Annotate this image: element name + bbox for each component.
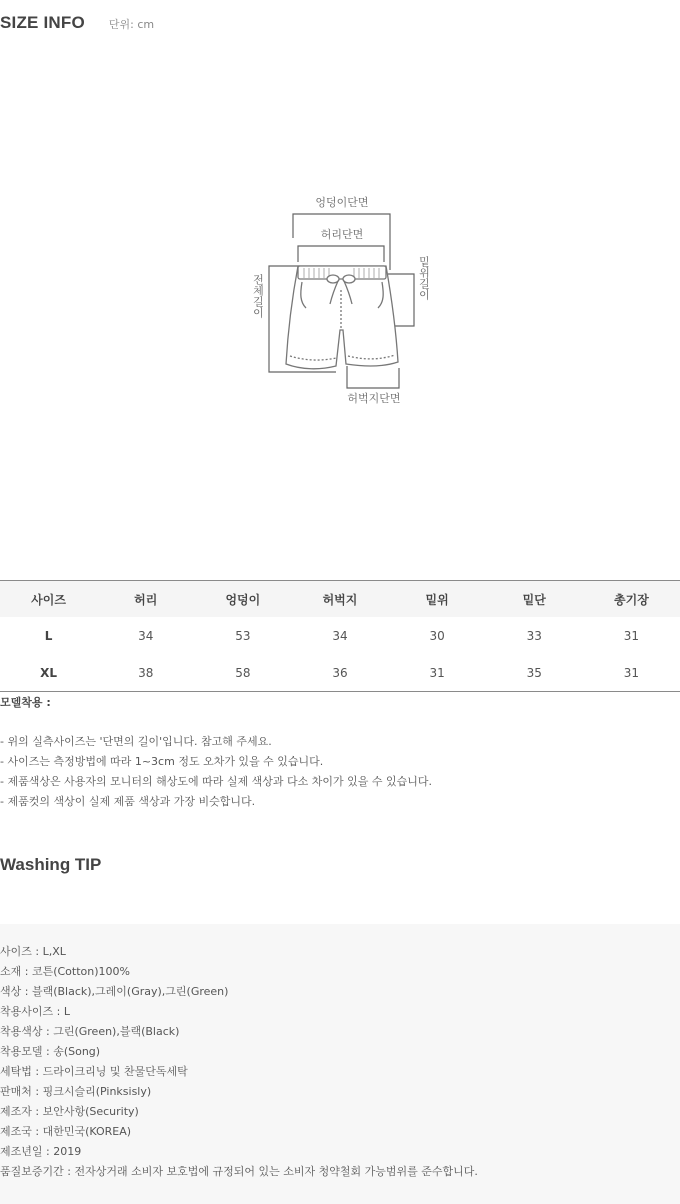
spec-worn-size: 착용사이즈 : L bbox=[0, 1005, 70, 1018]
spec-year: 제조년일 : 2019 bbox=[0, 1145, 82, 1158]
hip-cell: 53 bbox=[235, 628, 251, 643]
note-item: - 위의 실측사이즈는 '단면의 길이'입니다. 참고해 주세요. bbox=[0, 735, 272, 748]
waist-cell: 34 bbox=[138, 628, 154, 643]
product-spec-box bbox=[0, 924, 680, 1204]
size-cell: XL bbox=[40, 665, 58, 680]
header-thigh: 허벅지 bbox=[322, 592, 358, 607]
size-info-header bbox=[0, 13, 154, 37]
washing-tip-title: Washing TIP bbox=[0, 855, 102, 874]
size-table bbox=[0, 580, 680, 692]
total-length-cell: 31 bbox=[623, 628, 640, 643]
spec-seller: 판매처 : 핑크시슬리(Pinksisly) bbox=[0, 1085, 152, 1098]
header-rise: 밑위 bbox=[425, 592, 449, 607]
header-total-length: 총기장 bbox=[614, 592, 649, 607]
spec-list bbox=[0, 943, 478, 1183]
total-length-label: 전체길이 bbox=[251, 274, 265, 318]
rise-cell: 31 bbox=[429, 665, 445, 680]
spec-material: 소재 : 코튼(Cotton)100% bbox=[0, 965, 130, 978]
spec-model: 착용모델 : 송(Song) bbox=[0, 1045, 101, 1058]
rise-cell: 30 bbox=[429, 628, 445, 643]
hip-label: 엉덩이단면 bbox=[315, 196, 369, 209]
model-fit-label: 모델착용 : bbox=[0, 696, 51, 709]
thigh-bracket-line bbox=[347, 366, 399, 388]
spec-worn-color: 착용색상 : 그린(Green),블랙(Black) bbox=[0, 1025, 180, 1038]
shorts-diagram-svg bbox=[240, 190, 440, 410]
size-table-header-row bbox=[0, 581, 680, 618]
hem-cell: 33 bbox=[526, 628, 542, 643]
thigh-cell: 34 bbox=[332, 628, 348, 643]
unit-label: 단위: cm bbox=[108, 18, 155, 31]
thigh-cell: 36 bbox=[332, 665, 348, 680]
hip-cell: 58 bbox=[235, 665, 251, 680]
size-notes bbox=[0, 733, 432, 813]
shorts-icon bbox=[286, 266, 398, 369]
spec-warranty: 품질보증기간 : 전자상거래 소비자 보호법에 규정되어 있는 소비자 청약철회 가능범위를 준수합니다. bbox=[0, 1165, 478, 1178]
waist-cell: 38 bbox=[138, 665, 154, 680]
waist-label: 허리단면 bbox=[320, 228, 364, 241]
spec-size: 사이즈 : L,XL bbox=[0, 945, 66, 958]
spec-manufacturer: 제조자 : 보안사항(Security) bbox=[0, 1105, 139, 1118]
shorts-measurement-diagram bbox=[240, 190, 440, 410]
note-item: - 제품색상은 사용자의 모니터의 해상도에 따라 실제 색상과 다소 차이가 있을 수 있습니다. bbox=[0, 775, 432, 788]
spec-color: 색상 : 블랙(Black),그레이(Gray),그린(Green) bbox=[0, 985, 229, 998]
note-item: - 제품컷의 색상이 실제 제품 색상과 가장 비슷합니다. bbox=[0, 795, 256, 808]
note-item: - 사이즈는 측정방법에 따라 1~3cm 정도 오차가 있을 수 있습니다. bbox=[0, 755, 324, 768]
waist-bracket-line bbox=[298, 246, 384, 262]
spec-country: 제조국 : 대한민국(KOREA) bbox=[0, 1125, 132, 1138]
size-cell: L bbox=[44, 628, 53, 643]
header-waist: 허리 bbox=[134, 592, 158, 607]
page-title: SIZE INFO bbox=[0, 13, 85, 32]
hip-bracket-line bbox=[293, 214, 390, 270]
hem-cell: 35 bbox=[526, 665, 542, 680]
spec-washing: 세탁법 : 드라이크리닝 및 찬물단독세탁 bbox=[0, 1065, 188, 1078]
table-row bbox=[0, 617, 680, 654]
table-row bbox=[0, 654, 680, 692]
header-hem: 밑단 bbox=[522, 592, 546, 607]
rise-label: 밑위길이 bbox=[417, 256, 431, 300]
total-length-cell: 31 bbox=[623, 665, 640, 680]
thigh-label: 허벅지단면 bbox=[347, 392, 401, 405]
header-hip: 엉덩이 bbox=[225, 592, 261, 607]
header-size: 사이즈 bbox=[31, 592, 66, 607]
